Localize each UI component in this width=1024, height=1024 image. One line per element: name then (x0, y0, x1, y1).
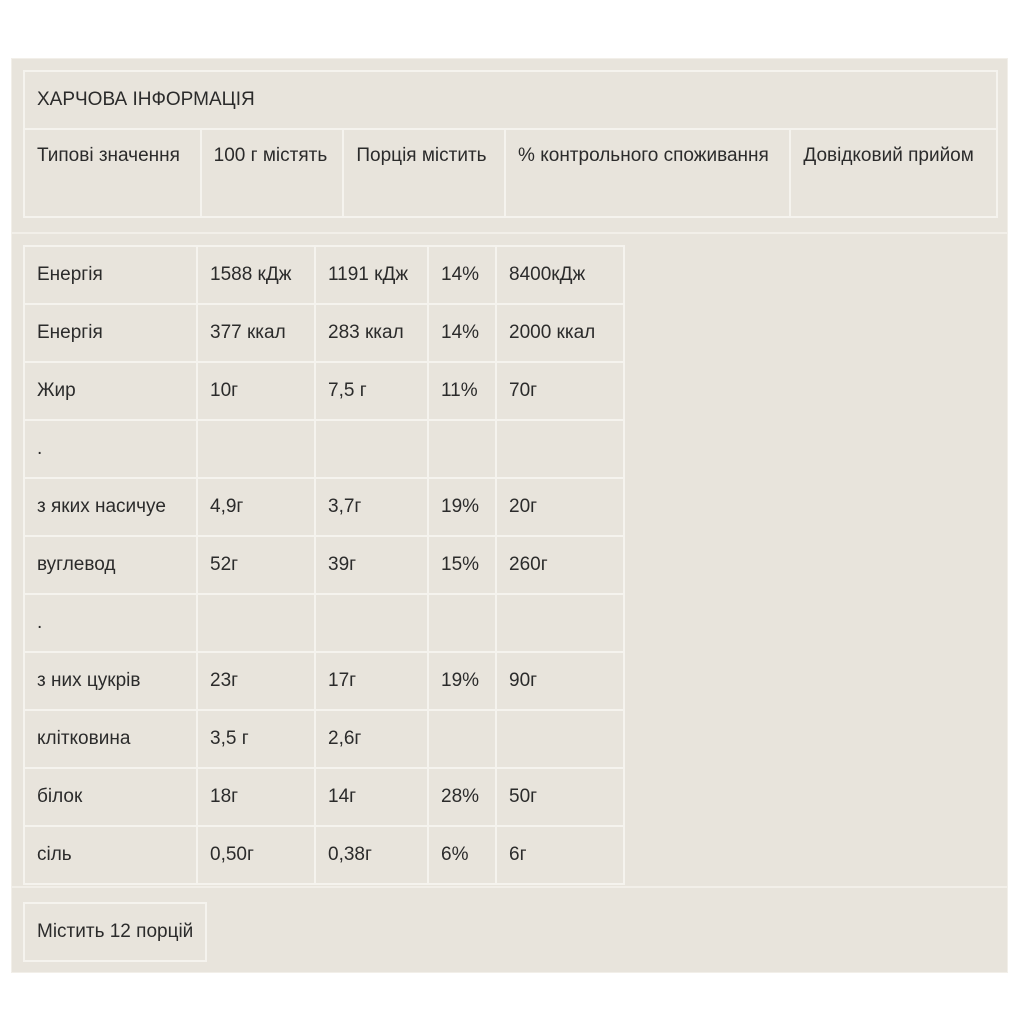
nutrient-name: клітковина (24, 710, 197, 768)
value-per-portion (315, 420, 428, 478)
table-row (24, 594, 624, 652)
reference-intake: 8400кДж (496, 246, 624, 304)
nutrition-header-table (23, 70, 998, 218)
value-per-portion: 1191 кДж (315, 246, 428, 304)
reference-intake: 70г (496, 362, 624, 420)
servings-count: Містить 12 порцій (24, 903, 206, 961)
nutrient-name: . (24, 594, 197, 652)
nutrient-name: сіль (24, 826, 197, 884)
reference-intake: 20г (496, 478, 624, 536)
value-per-100g: 0,50г (197, 826, 315, 884)
table-row (24, 536, 624, 594)
nutrient-name: . (24, 420, 197, 478)
value-per-100g: 18г (197, 768, 315, 826)
percent-reference-intake: 28% (428, 768, 496, 826)
table-row (24, 768, 624, 826)
value-per-portion: 39г (315, 536, 428, 594)
table-row (24, 362, 624, 420)
column-header-reference-intake: Довідковий прийом (790, 129, 997, 217)
reference-intake: 50г (496, 768, 624, 826)
nutrient-name: з яких насичуе (24, 478, 197, 536)
column-header-per-portion: Порція містить (343, 129, 505, 217)
column-header-percent-reference: % контрольного споживання (505, 129, 790, 217)
table-row (24, 246, 624, 304)
reference-intake (496, 710, 624, 768)
value-per-100g: 377 ккал (197, 304, 315, 362)
percent-reference-intake: 6% (428, 826, 496, 884)
value-per-portion: 0,38г (315, 826, 428, 884)
percent-reference-intake: 11% (428, 362, 496, 420)
value-per-100g (197, 420, 315, 478)
value-per-portion: 17г (315, 652, 428, 710)
servings-table (23, 902, 207, 962)
nutrition-values-table (23, 245, 625, 885)
nutrition-header-section (11, 58, 1008, 233)
table-row (24, 304, 624, 362)
table-row (24, 826, 624, 884)
table-row (24, 478, 624, 536)
nutrition-footer-section (11, 887, 1008, 973)
nutrient-name: Жир (24, 362, 197, 420)
table-row (24, 652, 624, 710)
value-per-100g: 1588 кДж (197, 246, 315, 304)
value-per-100g: 4,9г (197, 478, 315, 536)
percent-reference-intake (428, 594, 496, 652)
value-per-portion (315, 594, 428, 652)
value-per-100g: 23г (197, 652, 315, 710)
column-header-per-100g: 100 г містять (201, 129, 344, 217)
reference-intake: 6г (496, 826, 624, 884)
value-per-portion: 3,7г (315, 478, 428, 536)
value-per-portion: 2,6г (315, 710, 428, 768)
value-per-portion: 7,5 г (315, 362, 428, 420)
reference-intake (496, 594, 624, 652)
value-per-portion: 283 ккал (315, 304, 428, 362)
value-per-100g: 52г (197, 536, 315, 594)
column-header-typical-values: Типові значення (24, 129, 201, 217)
nutrient-name: Енергія (24, 304, 197, 362)
nutrition-values-section (11, 233, 1008, 887)
nutrition-title: ХАРЧОВА ІНФОРМАЦІЯ (24, 71, 997, 129)
percent-reference-intake: 14% (428, 246, 496, 304)
percent-reference-intake: 19% (428, 652, 496, 710)
reference-intake (496, 420, 624, 478)
value-per-100g: 10г (197, 362, 315, 420)
nutrient-name: білок (24, 768, 197, 826)
percent-reference-intake: 14% (428, 304, 496, 362)
percent-reference-intake: 19% (428, 478, 496, 536)
nutrient-name: Енергія (24, 246, 197, 304)
reference-intake: 260г (496, 536, 624, 594)
table-row (24, 420, 624, 478)
percent-reference-intake: 15% (428, 536, 496, 594)
value-per-portion: 14г (315, 768, 428, 826)
value-per-100g: 3,5 г (197, 710, 315, 768)
nutrient-name: вуглевод (24, 536, 197, 594)
reference-intake: 2000 ккал (496, 304, 624, 362)
nutrient-name: з них цукрів (24, 652, 197, 710)
percent-reference-intake (428, 420, 496, 478)
value-per-100g (197, 594, 315, 652)
table-row (24, 710, 624, 768)
reference-intake: 90г (496, 652, 624, 710)
percent-reference-intake (428, 710, 496, 768)
